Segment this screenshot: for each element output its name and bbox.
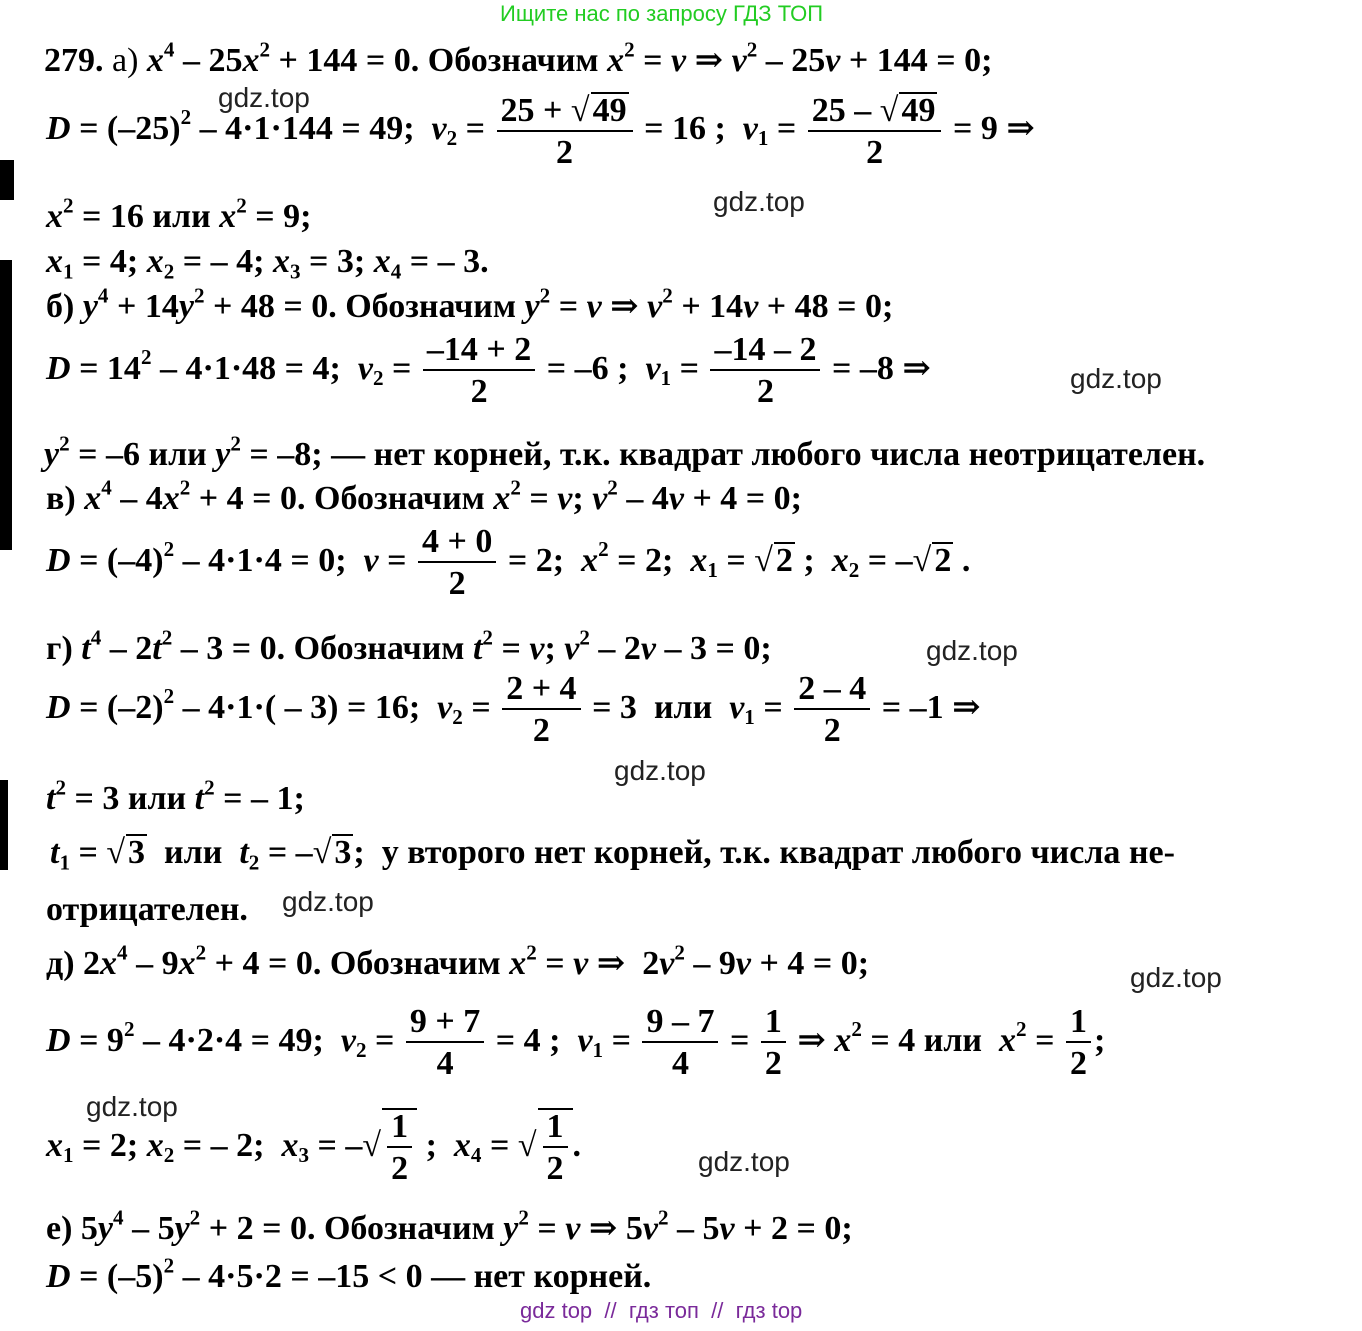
line-g-squares: $t^2 = 3$ или $t^2$ = – 1; xyxy=(46,775,305,817)
label-d: д) xyxy=(46,945,75,982)
watermark: gdz.top xyxy=(86,1091,178,1122)
watermark: gdz.top xyxy=(282,886,374,917)
line-g-equation: г) $t^4 - 2t^2 - 3 = 0$. Обозначим $t^2 = v$; $v^2 - 2v - 3 = 0$; xyxy=(46,625,772,667)
line-b-conclusion: $y^2 = -6$ или $y^2 = -8$; — нет корней, т.к. квадрат любого числа неотрицателен. xyxy=(44,431,1206,473)
line-b-discriminant: $D = 14^2 - 4\cdot 1\cdot 48 = 4$; $v_2$ = $\frac{-14 + 2}{2}$ = –6 ; $v_1$ = $\frac{-14 - 2}{2}$ = –8 ⇒ xyxy=(46,331,931,410)
line-e-discriminant: $D = (-5)^2 - 4\cdot 5\cdot 2 = -15 < 0$ — нет корней. xyxy=(46,1253,652,1295)
label-v: в) xyxy=(46,480,76,517)
line-d-roots: $x_1 = 2$; $x_2$ = – 2; $x_3$ = –√ $\frac{1}{2}$ ; $x_4$ = √ $\frac{1}{2}$ . xyxy=(46,1108,582,1187)
line-a-equation: 279. а) $x^4 - 25x^2 + 144 = 0$. Обозначим $x^2 = v$ ⇒ $v^2 - 25v + 144 = 0$; xyxy=(44,37,993,79)
scan-edge xyxy=(0,160,14,200)
watermark: gdz.top xyxy=(614,755,706,786)
line-a-roots: $x_1 = 4$; $x_2$ = – 4; $x_3 = 3$; $x_4$ = – 3. xyxy=(46,243,489,284)
line-a-squares: $x^2 = 16$ или $x^2 = 9$; xyxy=(46,193,312,235)
line-g-conclusion2: отрицателен. xyxy=(46,891,248,928)
label-g: г) xyxy=(46,630,73,667)
scan-edge xyxy=(0,260,12,550)
watermark: gdz.top xyxy=(218,82,310,113)
footer-link-gdz-top-mixed[interactable]: гдз top xyxy=(735,1298,803,1323)
watermark: gdz.top xyxy=(1130,962,1222,993)
line-g-roots: $t_1 = √3$ или $t_2 = -√3$; у второго нет корней, т.к. квадрат любого числа не- xyxy=(50,834,1175,875)
footer-link-gdz-top[interactable]: gdz top xyxy=(520,1298,593,1323)
label-a: а) xyxy=(112,42,139,79)
line-a-discriminant: $D = (-25)^2 - 4\cdot 1\cdot 144 = 49$; $v_2$ = $\frac{25 + √49}{2}$ = 16 ; $v_1$ = $\frac{25 - √49}{2}$ = 9 ⇒ xyxy=(46,92,1035,171)
line-e-equation: е) $5y^4 - 5y^2 + 2 = 0$. Обозначим $y^2 = v$ ⇒ $5v^2 - 5v + 2 = 0$; xyxy=(46,1205,853,1247)
watermark: gdz.top xyxy=(713,186,805,217)
top-banner[interactable]: Ищите нас по запросу ГДЗ ТОП xyxy=(500,1,824,26)
problem-number: 279. xyxy=(44,42,104,79)
line-d-equation: д) $2x^4 - 9x^2 + 4 = 0$. Обозначим $x^2 = v$ ⇒ $2v^2 - 9v + 4 = 0$; xyxy=(46,940,870,982)
line-v-equation: в) $x^4 - 4x^2 + 4 = 0$. Обозначим $x^2 = v$; $v^2 - 4v + 4 = 0$; xyxy=(46,475,803,517)
footer-link-gdz-top-ru[interactable]: гдз топ xyxy=(628,1298,699,1323)
line-d-discriminant: $D = 9^2 - 4\cdot 2\cdot 4 = 49$; $v_2$ = $\frac{9 + 7}{4}$ = 4 ; $v_1$ = $\frac{9 - 7}{4}$ = $\frac{1}{2}$ ⇒ $x^2 = 4$ или $x^2$ = $\frac{1}{2}$ ; xyxy=(46,1003,1106,1082)
line-b-equation: б) $y^4 + 14y^2 + 48 = 0$. Обозначим $y^2 = v$ ⇒ $v^2 + 14v + 48 = 0$; xyxy=(46,283,894,325)
footer-links: gdz top // гдз топ // гдз top xyxy=(520,1298,803,1323)
label-e: е) xyxy=(46,1210,73,1247)
scan-edge xyxy=(0,780,8,870)
line-g-discriminant: $D = (-2)^2 - 4\cdot 1\cdot( - 3) = 16$; $v_2$ = $\frac{2 + 4}{2}$ = 3 или $v_1$ = $\frac{2 - 4}{2}$ = –1 ⇒ xyxy=(46,670,981,749)
line-v-discriminant: $D = (-4)^2 - 4\cdot 1\cdot 4 = 0$; v = $\frac{4 + 0}{2}$ = 2; $x^2 = 2$; $x_1 = √2$ ; $x_2 = -√2$ . xyxy=(46,523,971,602)
watermark: gdz.top xyxy=(698,1146,790,1177)
watermark: gdz.top xyxy=(1070,363,1162,394)
label-b: б) xyxy=(46,288,75,325)
watermark: gdz.top xyxy=(926,635,1018,666)
